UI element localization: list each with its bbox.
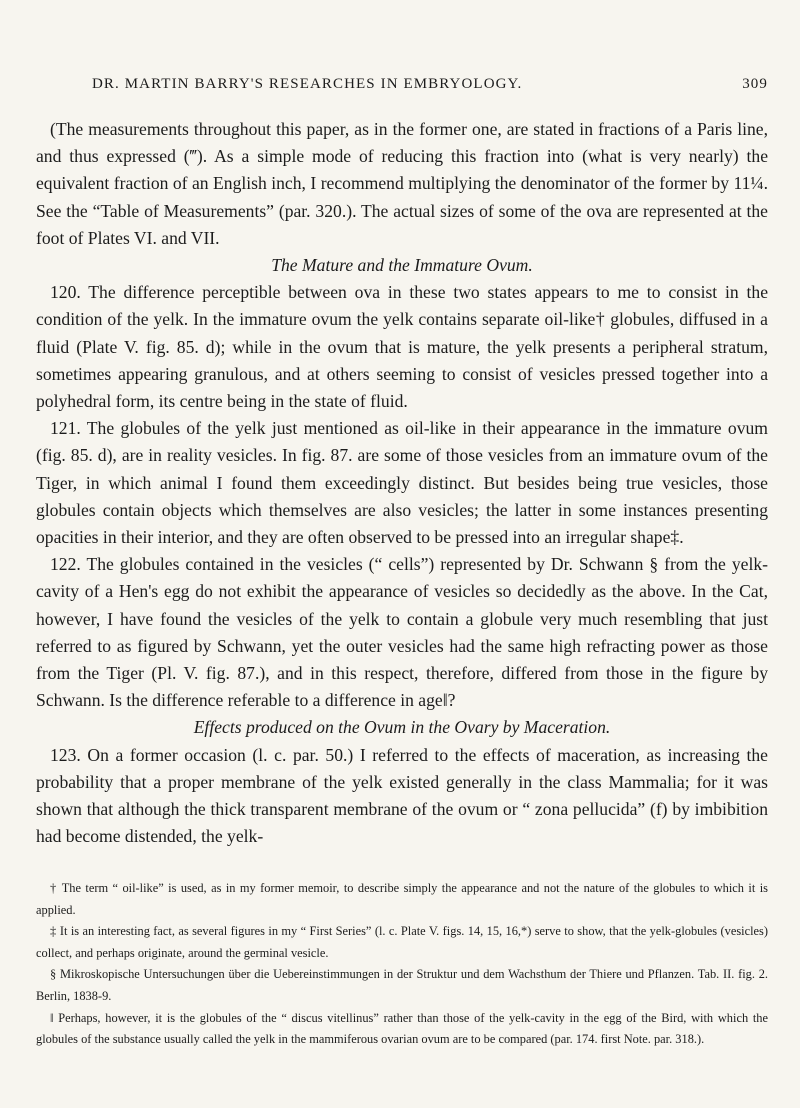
footnote-dagger: † The term “ oil-like” is used, as in my former memoir, to describe simply the appearance and not the nature of the globules to which it is applied. xyxy=(36,881,768,917)
paragraph-121: 121. The globules of the yelk just mentioned as oil-like in their appearance in the immature ovum (fig. 85. d), are in reality vesicles. In fig. 87. are some of those vesicles from an immature ovum of the Tiger, in which animal I found them exceedingly distinct. But besides being true vesicles, those globules contain objects which themselves are also vesicles; the latter in some instances presenting opacities in their interior, and they are often observed to be pressed into an irregular shape‡. xyxy=(36,418,768,548)
paragraph-measurements: (The measurements throughout this paper, as in the former one, are stated in fractions of a Paris line, and thus expressed (‴). As a simple mode of reducing this fraction into (what is very nearly) the equivalent fraction of an English inch, I recommend multiplying the denominator of the former by 11¼. See the “Table of Measurements” (par. 320.). The actual sizes of some of the ova are represented at the foot of Plates VI. and VII. xyxy=(36,119,768,248)
footnote-parallel: ‖ Perhaps, however, it is the globules of the “ discus vitellinus” rather than those of the yelk-cavity in the egg of the Bird, with which the globules of the substance usually called the yelk in the mammiferous ovarian ovum are to be compared (par. 174. first Note. par. 318.). xyxy=(36,1010,768,1047)
paragraph-123: 123. On a former occasion (l. c. par. 50.) I referred to the effects of maceration, as increasing the probability that a proper membrane of the yelk existed generally in the class Mammalia; for it was shown that although the thick transparent membrane of the ovum or “ zona pellucida” (f) by imbibition had become distended, the yelk- xyxy=(36,744,768,847)
page-number: 309 xyxy=(742,76,768,92)
paragraph-120: 120. The difference perceptible between ova in these two states appears to me to consist in the condition of the yelk. In the immature ovum the yelk contains separate oil-like† globules, diffused in a fluid (Plate V. fig. 85. d); while in the ovum that is mature, the yelk presents a peripheral stratum, sometimes appearing granulous, and at others seeming to consist of vesicles pressed together into a polyhedral form, its centre being in the state of fluid. xyxy=(36,282,768,412)
footnotes xyxy=(36,878,768,1051)
body-text xyxy=(36,116,768,850)
paragraph-122: 122. The globules contained in the vesicles (“ cells”) represented by Dr. Schwann § from the yelk-cavity of a Hen's egg do not exhibit the appearance of vesicles so decidedly as the above. In the Cat, however, I have found the vesicles of the yelk to contain a globule very much resembling that just referred to as figured by Schwann, yet the outer vesicles had the same high refracting power as those from the Tiger (Pl. V. fig. 87.), and in this respect, therefore, differed from those in the figure by Schwann. Is the difference referable to a difference in age‖? xyxy=(36,554,768,711)
section-title-mature-immature: The Mature and the Immature Ovum. xyxy=(271,255,533,276)
section-title-maceration: Effects produced on the Ovum in the Ovary by Maceration. xyxy=(193,717,611,738)
running-title: DR. MARTIN BARRY'S RESEARCHES IN EMBRYOLOGY. xyxy=(92,76,523,92)
footnote-section: § Mikroskopische Untersuchungen über die Uebereinstimmungen in der Struktur und dem Wachsthum der Thiere und Pflanzen. Tab. II. fig. 2. Berlin, 1838-9. xyxy=(36,967,768,1003)
page xyxy=(36,0,768,1108)
footnote-double-dagger: ‡ It is an interesting fact, as several figures in my “ First Series” (l. c. Plate V. figs. 14, 15, 16,*) serve to show, that the yelk-globules (vesicles) collect, and perhaps originate, around the germinal vesicle. xyxy=(36,924,768,960)
